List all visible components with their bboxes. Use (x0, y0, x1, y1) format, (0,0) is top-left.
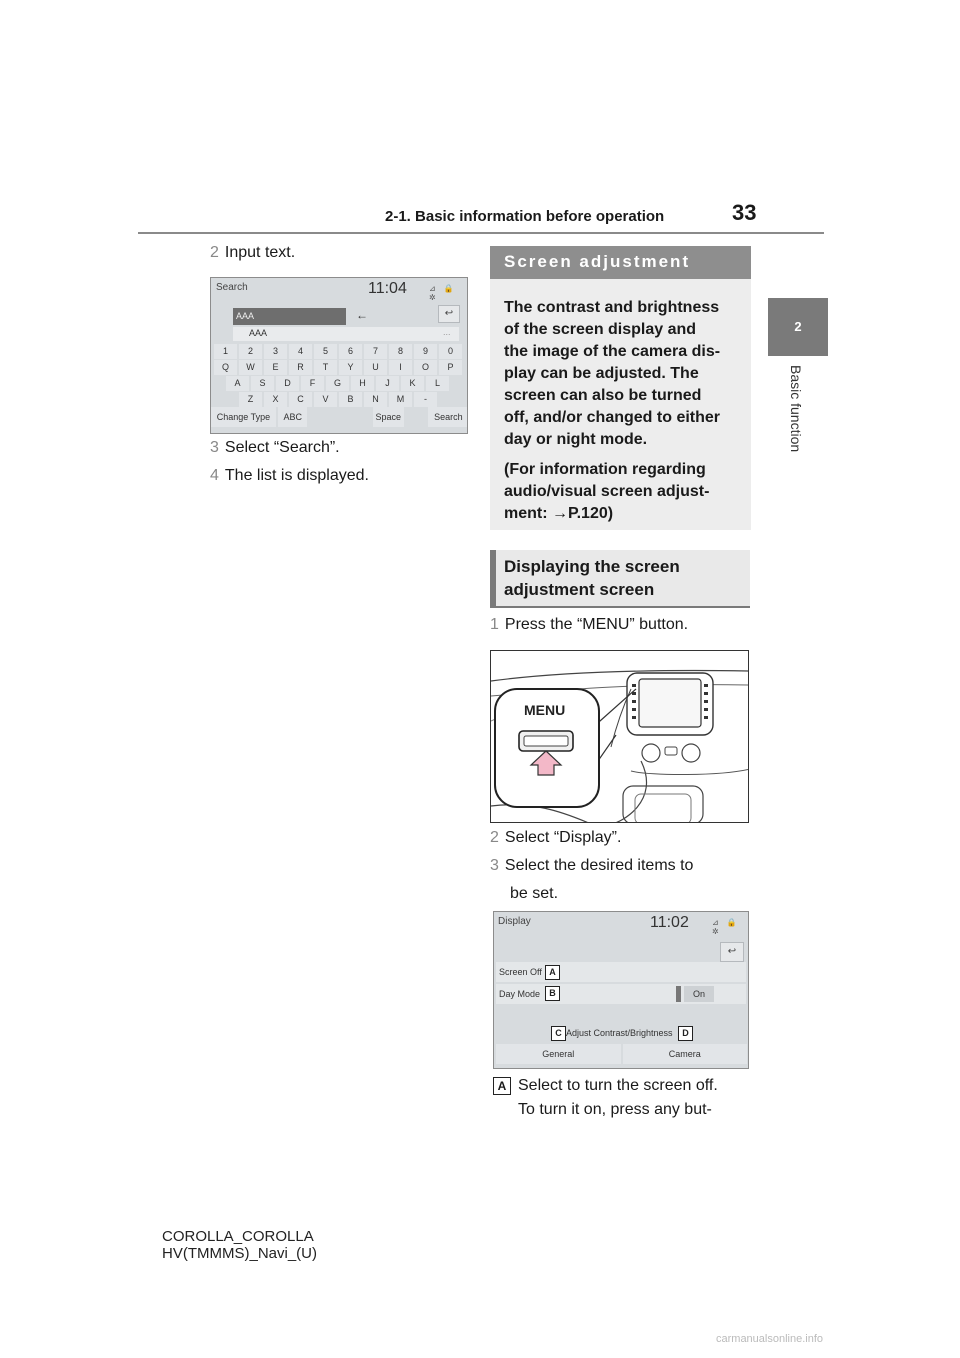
key[interactable]: X (264, 392, 287, 407)
section-title: 2-1. Basic information before operation (385, 208, 665, 225)
key[interactable]: W (239, 360, 262, 375)
callout-c: C (551, 1026, 566, 1041)
key[interactable]: F (301, 376, 324, 391)
step-3-select-items: 3 Select the desired items to be set. (490, 857, 694, 902)
key[interactable]: G (326, 376, 349, 391)
callout-d: D (678, 1026, 693, 1041)
step-2-select-display: 2 Select “Display”. (490, 829, 622, 846)
search-input[interactable]: AAA (233, 308, 346, 325)
status-icons: ⊿ 🔒 ✲ (712, 918, 740, 936)
key[interactable]: Q (214, 360, 237, 375)
key[interactable]: Y (339, 360, 362, 375)
footer-model: COROLLA_COROLLA HV(TMMMS)_Navi_(U) (162, 1228, 317, 1262)
key[interactable]: I (389, 360, 412, 375)
adjust-contrast-brightness-button[interactable]: Adjust Contrast/Brightness (566, 1028, 673, 1038)
screen-adjustment-reference: (For information regarding audio/visual screen adjust- ment: →P.120) (504, 461, 710, 522)
bottom-spacer (309, 407, 370, 427)
watermark: carmanualsonline.info (716, 1333, 824, 1345)
key[interactable]: M (389, 392, 412, 407)
callout-b: B (545, 986, 560, 1001)
step-2-input-text: 2 Input text. (210, 244, 296, 261)
step-1-press-menu: 1 Press the “MENU” button. (490, 616, 689, 633)
display-screen-clock: 11:02 (650, 914, 689, 931)
abc-button[interactable]: ABC (278, 407, 308, 427)
key[interactable]: Z (239, 392, 262, 407)
backspace-icon[interactable]: ← (356, 308, 368, 322)
display-screen-image (493, 911, 749, 1069)
key[interactable]: 3 (264, 344, 287, 359)
key[interactable]: N (364, 392, 387, 407)
key[interactable]: U (364, 360, 387, 375)
screen-off-label: Screen Off (499, 967, 542, 977)
key[interactable]: S (251, 376, 274, 391)
search-button[interactable]: Search (428, 407, 468, 427)
camera-tab[interactable]: Camera (623, 1044, 748, 1064)
change-type-button[interactable]: Change Type (211, 407, 276, 427)
key[interactable]: B (339, 392, 362, 407)
key[interactable]: L (426, 376, 449, 391)
keyboard-row-zxcv (239, 392, 437, 407)
key[interactable]: 9 (414, 344, 437, 359)
key[interactable]: 6 (339, 344, 362, 359)
day-mode-toggle[interactable]: On (684, 986, 714, 1002)
search-screen-title: Search (216, 282, 248, 293)
step-4-list-displayed: 4 The list is displayed. (210, 467, 369, 484)
callout-a-marker: A (493, 1077, 511, 1095)
display-bottom-tabs (496, 1044, 747, 1064)
callout-a-description: Select to turn the screen off. To turn it on, press any but- (518, 1077, 718, 1118)
callout-a: A (545, 965, 560, 980)
search-screen-clock: 11:04 (368, 280, 407, 297)
key[interactable]: 5 (314, 344, 337, 359)
status-icons: ⊿ 🔒 ✲ (429, 284, 457, 302)
search-bottom-bar (211, 407, 468, 427)
page-number: 33 (732, 200, 757, 225)
more-icon[interactable]: ... (443, 327, 451, 337)
key[interactable]: E (264, 360, 287, 375)
back-icon[interactable]: ↩ (438, 305, 460, 323)
key[interactable]: O (414, 360, 437, 375)
key[interactable]: C (289, 392, 312, 407)
screen-adjustment-box (490, 246, 751, 530)
day-mode-indicator (676, 986, 681, 1002)
chapter-tab: 2 (768, 298, 828, 356)
key[interactable]: - (414, 392, 437, 407)
screen-adjustment-body: The contrast and brightness of the screen display and the image of the camera dis- play can be adjusted. The screen can also be turned off, and/or changed to either day or night mode. (504, 299, 721, 448)
key[interactable]: H (351, 376, 374, 391)
general-tab[interactable]: General (496, 1044, 621, 1064)
key[interactable]: 8 (389, 344, 412, 359)
bottom-spacer (406, 407, 426, 427)
key[interactable]: R (289, 360, 312, 375)
keyboard-row-qwerty (214, 360, 462, 375)
back-icon[interactable]: ↩ (720, 942, 744, 962)
space-button[interactable]: Space (373, 407, 404, 427)
dashboard-illustration (490, 650, 749, 823)
key[interactable]: V (314, 392, 337, 407)
key[interactable]: T (314, 360, 337, 375)
search-screen-image (210, 277, 468, 434)
screen-adjustment-heading: Screen adjustment (490, 246, 751, 279)
key[interactable]: 2 (239, 344, 262, 359)
key[interactable]: D (276, 376, 299, 391)
key[interactable]: 4 (289, 344, 312, 359)
chapter-side-label: Basic function (788, 365, 804, 453)
key[interactable]: 0 (439, 344, 462, 359)
dashboard-drawing (491, 651, 749, 823)
header-divider (138, 232, 824, 234)
key[interactable]: J (376, 376, 399, 391)
key[interactable]: 7 (364, 344, 387, 359)
key[interactable]: 1 (214, 344, 237, 359)
key[interactable]: K (401, 376, 424, 391)
day-mode-label: Day Mode (499, 989, 541, 999)
displaying-screen-heading: Displaying the screen adjustment screen (490, 550, 750, 608)
keyboard-row-numbers (214, 344, 462, 359)
step-3-select-search: 3 Select “Search”. (210, 439, 340, 456)
menu-button-label: MENU (524, 702, 566, 718)
keyboard-row-asdf (226, 376, 449, 391)
key[interactable]: P (439, 360, 462, 375)
suggestion-item[interactable]: AAA (249, 328, 268, 338)
display-screen-title: Display (498, 916, 531, 927)
key[interactable]: A (226, 376, 249, 391)
